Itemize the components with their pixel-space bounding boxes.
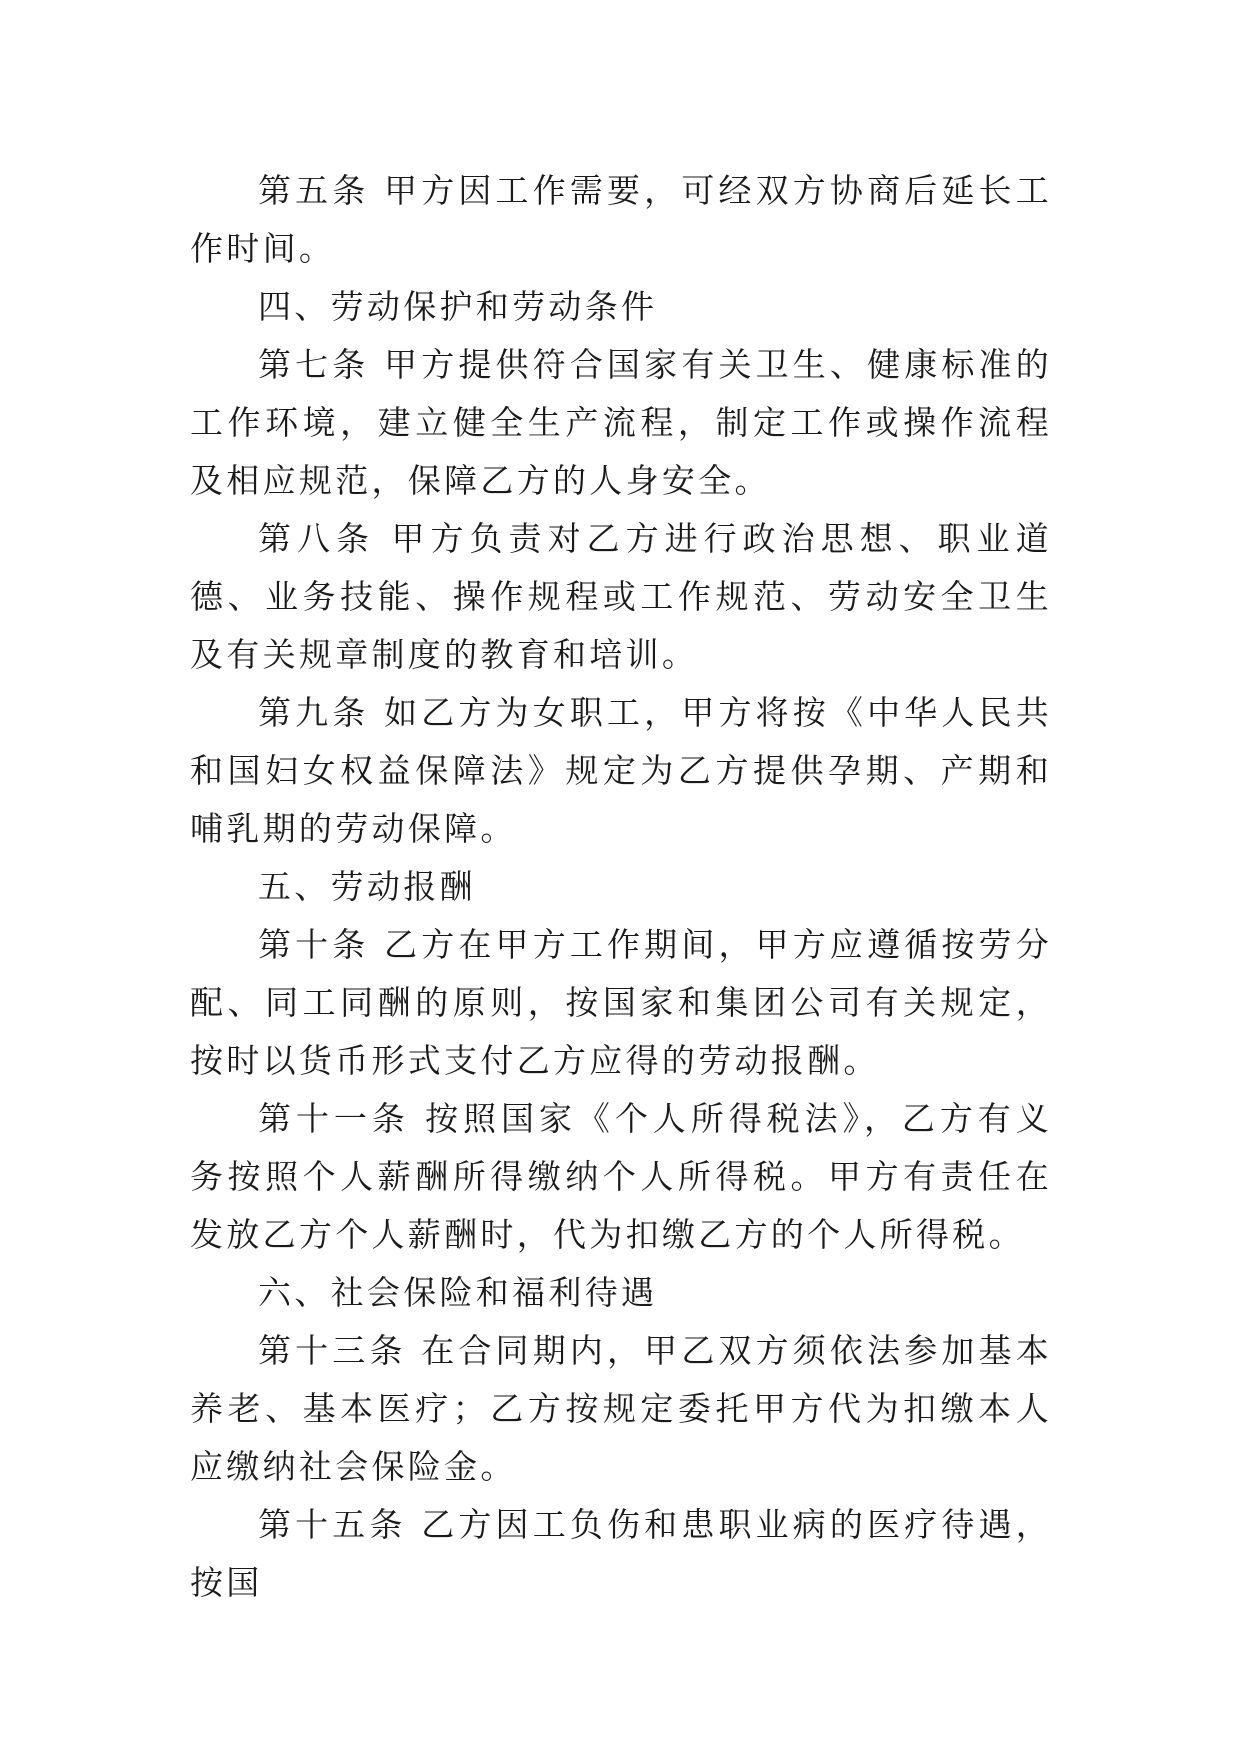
article-7-paragraph: 第七条 甲方提供符合国家有关卫生、健康标准的工作环境，建立健全生产流程，制定工作或操作流程及相应规范，保障乙方的人身安全。 — [190, 345, 1052, 500]
article-11-paragraph: 第十一条 按照国家《个人所得税法》，乙方有义务按照个人薪酬所得缴纳个人所得税。甲方有责任在发放乙方个人薪酬时，代为扣缴乙方的个人所得税。 — [190, 1099, 1052, 1254]
section-5-heading: 五、劳动报酬 — [258, 867, 476, 906]
article-15-paragraph: 第十五条 乙方因工负伤和患职业病的医疗待遇，按国 — [190, 1505, 1052, 1602]
article-13-paragraph: 第十三条 在合同期内，甲乙双方须依法参加基本养老、基本医疗；乙方按规定委托甲方代为扣缴本人应缴纳社会保险金。 — [190, 1331, 1052, 1486]
section-6-heading: 六、社会保险和福利待遇 — [258, 1273, 658, 1312]
document-body — [190, 162, 1052, 1612]
article-9-paragraph: 第九条 如乙方为女职工，甲方将按《中华人民共和国妇女权益保障法》规定为乙方提供孕期、产期和哺乳期的劳动保障。 — [190, 693, 1052, 848]
article-10-paragraph: 第十条 乙方在甲方工作期间，甲方应遵循按劳分配、同工同酬的原则，按国家和集团公司有关规定，按时以货币形式支付乙方应得的劳动报酬。 — [190, 925, 1052, 1080]
article-5-paragraph: 第五条 甲方因工作需要，可经双方协商后延长工作时间。 — [190, 171, 1052, 268]
article-8-paragraph: 第八条 甲方负责对乙方进行政治思想、职业道德、业务技能、操作规程或工作规范、劳动安全卫生及有关规章制度的教育和培训。 — [190, 519, 1052, 674]
section-4-heading: 四、劳动保护和劳动条件 — [258, 287, 658, 326]
